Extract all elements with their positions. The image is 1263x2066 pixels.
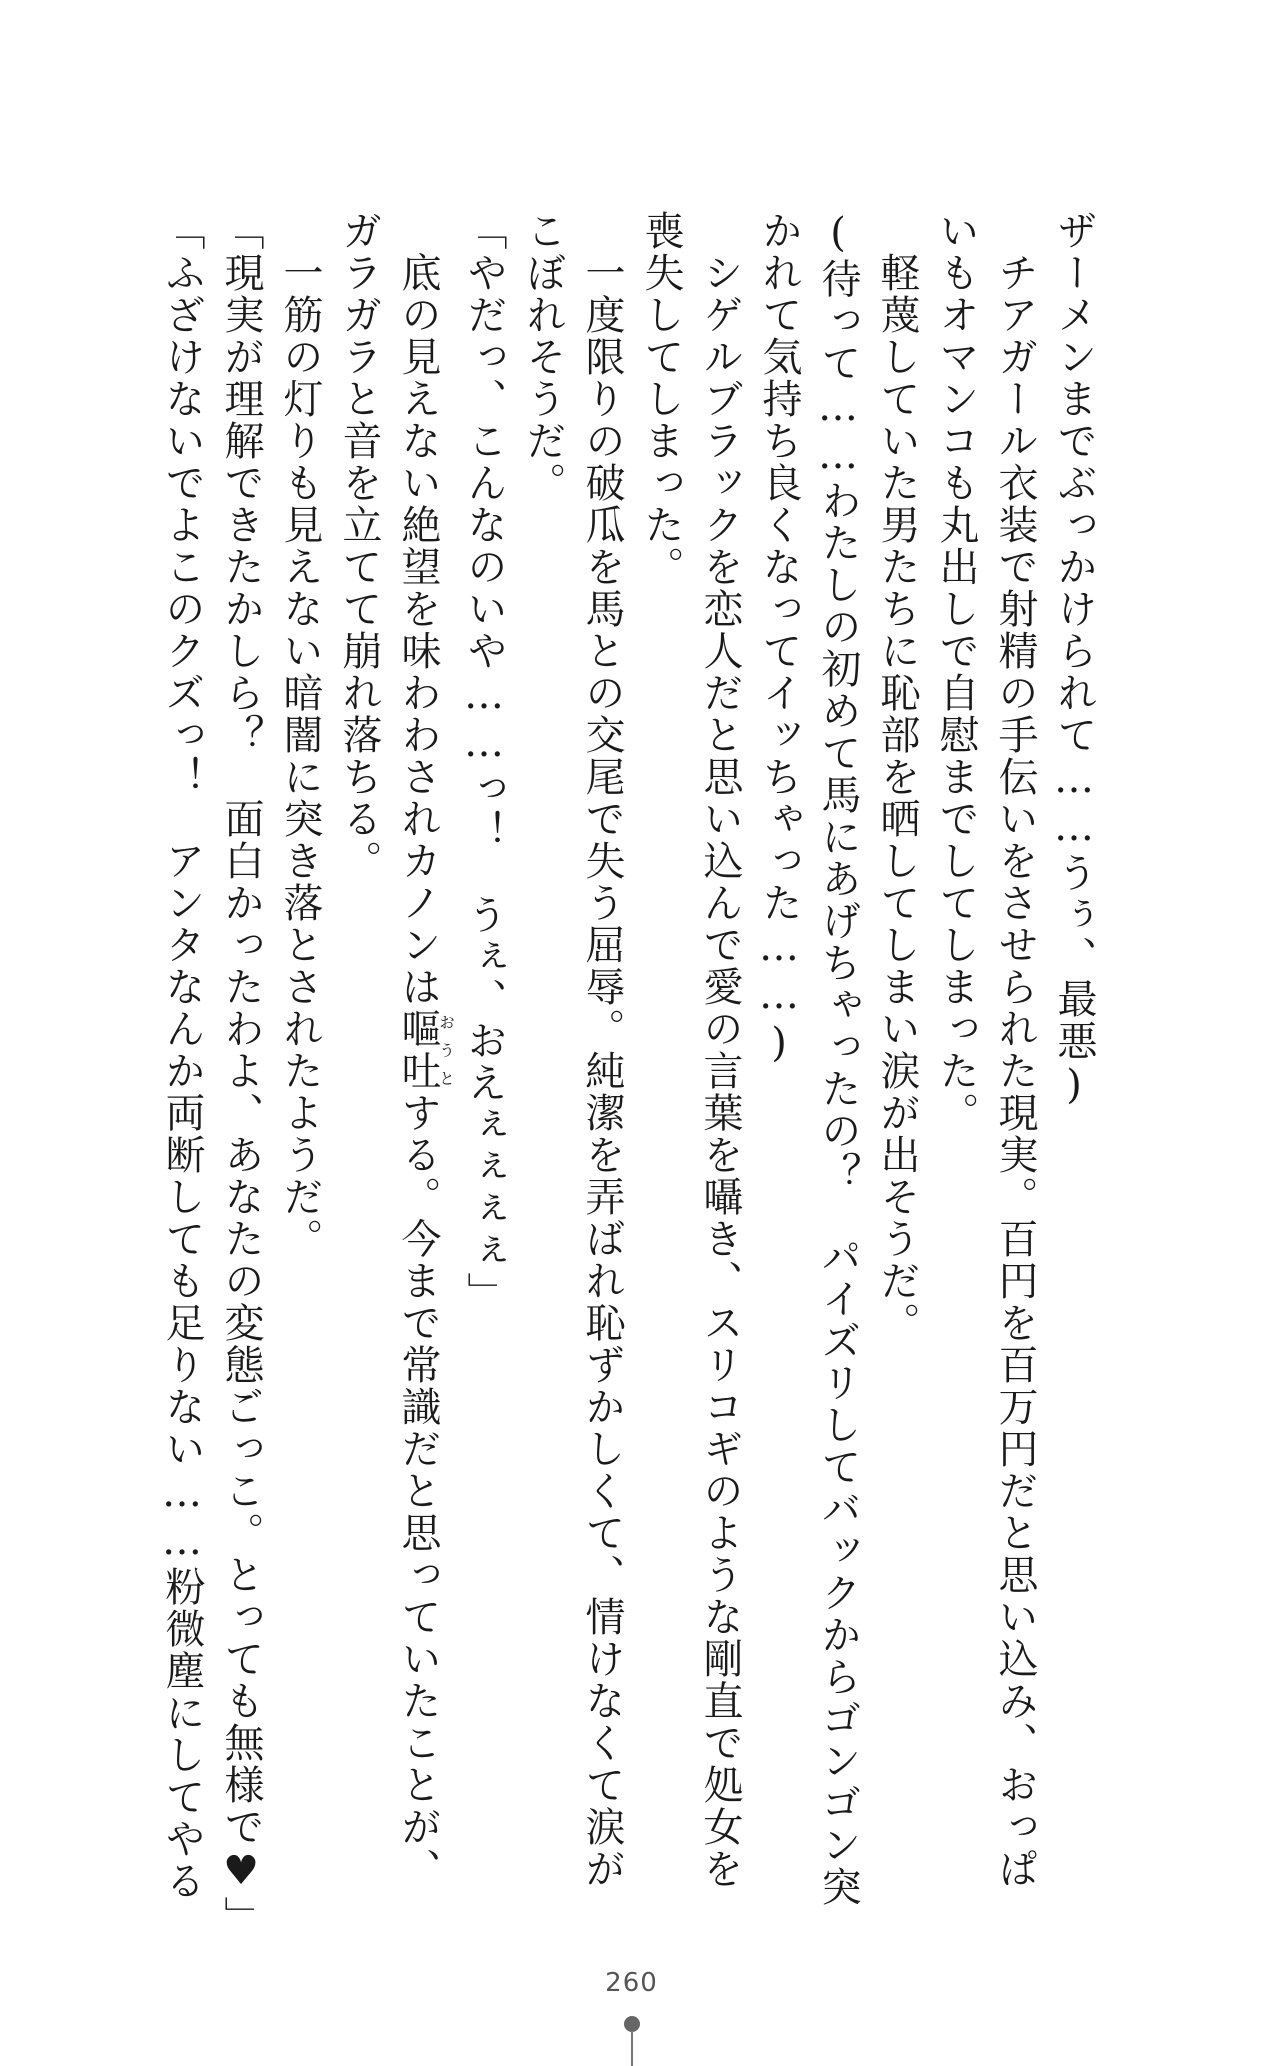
text-line: 「現実が理解できたかしら？ 面白かったわよ、あなたの変態ごっこ。とっても無様で♥」 <box>218 210 264 1938</box>
ruby-reading: おうと <box>436 1008 456 1092</box>
text-line-with-ruby <box>388 210 456 1890</box>
text-line: 喪失してしまった。 <box>638 210 684 588</box>
text-segment: 底の見えない絶望を味わわされカノンは <box>395 210 441 1008</box>
novel-text <box>152 210 1103 1938</box>
text-line: 一筋の灯りも見えない暗闇に突き落とされたようだ。 <box>277 210 323 1260</box>
ruby-base: 嘔吐 <box>395 1008 441 1092</box>
text-line: ザーメンまでぶっかけられて……うぅ、最悪) <box>1051 210 1097 1110</box>
text-line: 「ふざけないでよこのクズっ！ アンタなんか両断しても足りない……粉微塵にしてやる <box>159 210 205 1902</box>
page-marker-line <box>631 2031 633 2066</box>
text-line: ガラガラと音を立てて崩れ落ちる。 <box>336 210 382 882</box>
text-line: いもオマンコも丸出しで自慰までしてしまった。 <box>933 210 979 1134</box>
page-number: 260 <box>605 1968 658 1998</box>
text-segment: する。今まで常識だと思っていたことが、 <box>395 1092 441 1890</box>
text-line: (待って……わたしの初めて馬にあげちゃったの？ パイズリしてバックからゴンゴン突 <box>815 210 861 1908</box>
text-line: かれて気持ち良くなってイッちゃった……) <box>756 210 802 1068</box>
text-line: 軽蔑していた男たちに恥部を晒してしまい涙が出そうだ。 <box>874 210 920 1344</box>
text-line: シゲルブラックを恋人だと思い込んで愛の言葉を囁き、スリコギのような剛直で処女を <box>697 210 743 1890</box>
ruby-annotation <box>395 1008 456 1092</box>
text-line: 「やだっ、こんなのいや……っ！ うぇ、おえぇぇぇぇ」 <box>461 210 507 1314</box>
text-line: チアガール衣装で射精の手伝いをさせられた現実。百円を百万円だと思い込み、おっぱ <box>992 210 1038 1890</box>
text-line: 一度限りの破瓜を馬との交尾で失う屈辱。純潔を弄ばれ恥ずかしくて、情けなくて涙が <box>579 210 625 1890</box>
page-marker-dot <box>624 2016 640 2032</box>
text-line: こぼれそうだ。 <box>520 210 566 504</box>
